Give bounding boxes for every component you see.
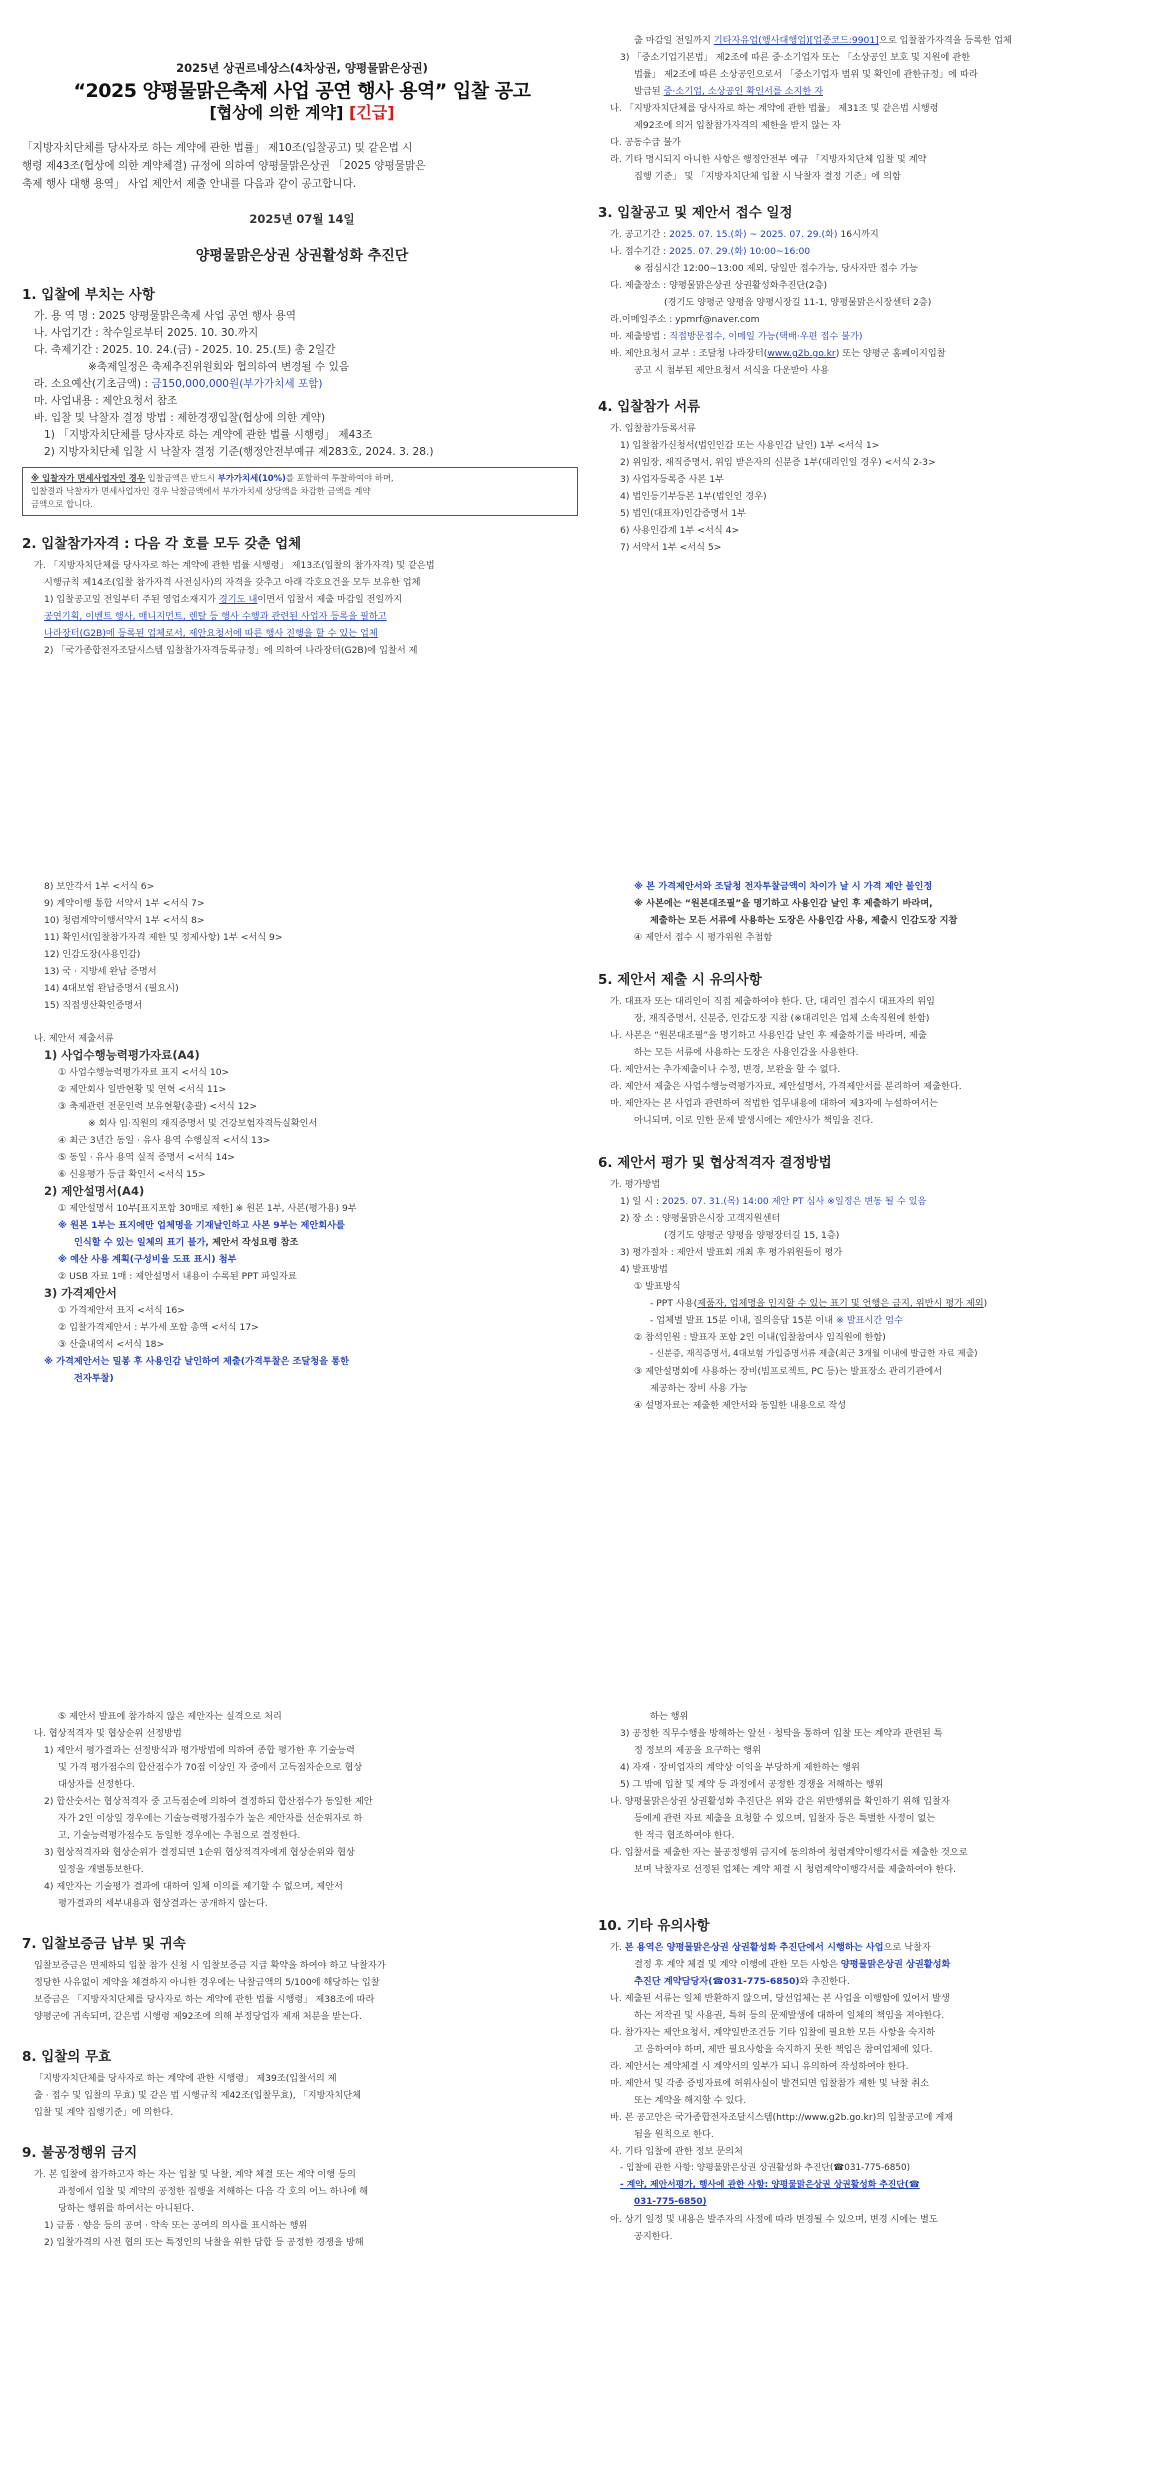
list-item: 15) 직접생산확인증명서: [44, 1000, 143, 1011]
s4-p2-line: ※ 원본 1부는 표지에만 업체명을 기재날인하고 사본 9부는 제안회사를: [58, 1220, 345, 1231]
s3-line: 나. 접수기간 : 2025. 07. 29.(화) 10:00~16:00: [610, 246, 811, 257]
s2-line: 1) 입찰공고일 전일부터 주된 영업소재지가 경기도 내이면서 입찰서 제출 마감일 전일까지: [44, 594, 403, 605]
intro-line: 행령 제43조(협상에 의한 계약체결) 규정에 의하여 양평물맑은상권 「2025 양평물맑은: [22, 160, 426, 172]
p3r-line: 정 정보의 제공을 요구하는 행위: [634, 1745, 762, 1756]
s4-p3-line: 전자투찰): [74, 1373, 114, 1384]
list-item: 9) 계약이행 통합 서약서 1부 <서식 7>: [44, 898, 205, 909]
s2-line: 나라장터(G2B)에 등록된 업체로서, 제안요청서에 따른 행사 진행을 할 수 있는 업체: [44, 628, 378, 639]
list-item: 7) 서약서 1부 <서식 5>: [620, 542, 722, 553]
s6-line: ① 발표방식: [634, 1281, 681, 1292]
s4-na: 나. 제안서 제출서류: [34, 1033, 114, 1044]
g2b-link[interactable]: www.g2b.go.kr: [767, 348, 836, 359]
s8-line: 출 · 접수 및 입찰의 무효) 및 같은 법 시행규칙 제42조(입찰무효), 「지방자치단체: [34, 2090, 361, 2101]
r1-line: 3) 「중소기업기본법」 제2조에 따른 중·소기업자 또는 「소상공인 보호 및 지원에 관한: [620, 52, 971, 63]
s10-line: 마. 제안서 및 각종 증빙자료에 허위사실이 발견되면 입찰참가 제한 및 낙찰 취소: [610, 2078, 930, 2089]
page3-left-column: [22, 1708, 582, 2468]
list-item: ⑥ 신용평가 등급 확인서 <서식 15>: [58, 1169, 206, 1180]
s4-p3-line: ② 입찰가격제안서 : 부가세 포함 총액 <서식 17>: [58, 1322, 259, 1333]
p3-line: 나. 협상적격자 및 협상순위 선정방법: [34, 1728, 182, 1739]
s1-line: 2) 지방자치단체 입찰 시 낙찰자 결정 기준(행정안전부예규 제283호, 2024. 3. 28.): [44, 446, 434, 458]
s10-line: 아. 상기 일정 및 내용은 발주자의 사정에 따라 변경될 수 있으며, 변경 시에는 별도: [610, 2214, 938, 2225]
p3-line: ⑤ 제안서 발표에 참가하지 않은 제안자는 실격으로 처리: [58, 1711, 282, 1722]
p3-line: 일정을 개별통보한다.: [58, 1864, 144, 1875]
page1-right-column: [598, 32, 1153, 832]
page3-right-column: [598, 1708, 1153, 2468]
s10-line: 공지한다.: [634, 2231, 673, 2242]
s5-line: 라. 제안서 제출은 사업수행능력평가자료, 제안설명서, 가격제안서를 분리하여 제출한다.: [610, 1081, 962, 1092]
r2-line: ④ 제안서 접수 시 평가위원 추첨함: [634, 932, 773, 943]
r1-line: 출 마감일 전일까지 기타자유업(행사대행업)[업종코드:9901]으로 입찰참가자격을 등록한 업체: [634, 35, 1012, 46]
p3r-line: 4) 자재 · 장비업자의 계약상 이익을 부당하게 제한하는 행위: [620, 1762, 860, 1773]
p3-line: 고, 기술능력평가점수도 동일한 경우에는 추첨으로 결정한다.: [58, 1830, 301, 1841]
p3r-line: 한 적극 협조하여야 한다.: [634, 1830, 735, 1841]
s4-p2: 2) 제안설명서(A4): [44, 1184, 145, 1198]
s10-line: 나. 제출된 서류는 일체 반환하지 않으며, 당선업체는 본 사업을 이행함에 있어서 발생: [610, 1993, 950, 2004]
contract-type: [협상에 의한 계약]: [209, 103, 344, 122]
list-item: 11) 확인서(입찰참가자격 제한 및 정제사항) 1부 <서식 9>: [44, 932, 283, 943]
p3-line: 대상자를 선정한다.: [58, 1779, 135, 1790]
note-line: 입찰결과 낙찰자가 면세사업자인 경우 낙찰금액에서 부가가치세 상당액을 차감한 금액을 계약: [31, 486, 371, 496]
s6-line: - PPT 사용(제품자, 업체명을 인지할 수 있는 표기 및 언행은 금지, 위반시 평가 제외): [650, 1298, 988, 1309]
s5-line: 하는 모든 서류에 사용하는 도장은 사용인감을 사용한다.: [634, 1047, 859, 1058]
section-9-title: 9. 불공정행위 금지: [22, 2145, 138, 2161]
list-item: 1) 입찰참가신청서(법인인감 또는 사용인감 날인) 1부 <서식 1>: [620, 440, 880, 451]
s10-line: - 계약, 제안서평가, 행사에 관한 사항: 양평물맑은상권 상권활성화 추진단(☎: [620, 2180, 920, 2190]
s10-line: 바. 본 공고안은 국가종합전자조달시스템(http://www.g2b.go.kr)의 입찰공고에 게재: [610, 2112, 954, 2123]
s8-line: 입찰 및 계약 집행기준」에 의한다.: [34, 2107, 174, 2118]
list-item: 10) 청렴계약이행서약서 1부 <서식 8>: [44, 915, 205, 926]
s1-line: 다. 축제기간 : 2025. 10. 24.(금) - 2025. 10. 25.(토) 총 2일간: [34, 344, 336, 356]
s4-subtitle: 가. 입찰참가등록서류: [610, 423, 696, 434]
s6-line: ④ 설명자료는 제출한 제안서와 동일한 내용으로 작성: [634, 1400, 847, 1411]
s4-p2-line: ※ 예산 사용 계획(구성비율 도표 표시) 첨부: [58, 1254, 237, 1265]
s2-line: 공연기획, 이벤트 행사, 매니지먼트, 렌탈 등 행사 수행과 관련된 사업자 등록을 필하고: [44, 611, 387, 622]
s3-line: 다. 제출장소 : 양평물맑은상권 상권활성화추진단(2층): [610, 280, 828, 291]
page2-left-column: [22, 878, 582, 1678]
s5-line: 나. 사본은 “원본대조필”을 명기하고 사용인감 날인 후 제출하기를 바라며, 제출: [610, 1030, 927, 1041]
p3r-line: 다. 입찰서를 제출한 자는 불공정행위 금지에 동의하여 청렴계약이행각서를 제출한 것으로: [610, 1847, 968, 1858]
r2-line: ※ 사본에는 “원본대조필”을 명기하고 사용인감 날인 후 제출하기 바라며,: [634, 898, 933, 909]
list-item: ⑤ 동일 · 유사 용역 실적 증명서 <서식 14>: [58, 1152, 235, 1163]
s4-p1: 1) 사업수행능력평가자료(A4): [44, 1048, 200, 1062]
s4-p3: 3) 가격제안서: [44, 1286, 117, 1300]
s7-line: 양평군에 귀속되며, 같은법 시행령 제92조에 의해 부정당업자 제재 처분을 받는다.: [34, 2011, 362, 2022]
list-item: 3) 사업자등록증 사본 1부: [620, 474, 724, 485]
s10-line: 가. 본 용역은 양평물맑은상권 상권활성화 추진단에서 시행하는 사업으로 낙찰자: [610, 1942, 931, 1953]
r1-line: 제92조에 의거 입찰참가자격의 제한을 받지 않는 자: [634, 120, 841, 131]
p3-line: 4) 제안자는 기술평가 결과에 대하여 일체 이의를 제기할 수 없으며, 제안서: [44, 1881, 343, 1892]
s10-line: 다. 참가자는 제안요청서, 계약일반조건등 기타 입찰에 필요한 모든 사항을 숙지하: [610, 2027, 936, 2038]
list-item: ② 제안회사 일반현황 및 연혁 <서식 11>: [58, 1084, 227, 1095]
s7-line: 보증금은 「지방자치단체를 당사자로 하는 계약에 관한 법률 시행령」 제38조에 따라: [34, 1994, 375, 2005]
page1-left-column: [22, 52, 582, 852]
s6-line: - 신분증, 재직증명서, 4대보험 가입증명서류 제출(최근 3개월 이내에 발급한 자료 제출): [650, 1349, 978, 1359]
s2-line: 시행규칙 제14조(입찰 참가자격 사전심사)의 자격을 갖추고 아래 각호요건을 모두 보유한 업체: [44, 577, 421, 588]
page2-right-column: [598, 878, 1153, 1678]
list-item: 13) 국 · 지방세 완납 증명서: [44, 966, 157, 977]
s10-line: 됨을 원칙으로 한다.: [634, 2129, 714, 2140]
r2-line: 제출하는 모든 서류에 사용하는 도장은 사용인감 사용, 제출시 인감도장 지참: [650, 915, 958, 926]
section-3-title: 3. 입찰공고 및 제안서 접수 일정: [598, 205, 793, 221]
s9-line: 당하는 행위를 하여서는 아니된다.: [58, 2203, 194, 2214]
list-item: ③ 축제관련 전문인력 보유현황(총괄) <서식 12>: [58, 1101, 258, 1112]
s8-line: 「지방자치단체를 당사자로 하는 계약에 관한 시행령」 제39조(입찰서의 제: [34, 2073, 337, 2084]
s6-line: 1) 일 시 : 2025. 07. 31.(목) 14:00 제안 PT 심사 ※일정은 변동 될 수 있음: [620, 1196, 927, 1207]
s1-budget: 라. 소요예산(기초금액) : 금150,000,000원(부가가치세 포함): [34, 378, 323, 390]
s4-p2-line: ② USB 자료 1매 : 제안설명서 내용이 수록된 PPT 파일자료: [58, 1271, 297, 1282]
s6-line: ③ 제안설명회에 사용하는 장비(빔프로젝트, PC 등)는 발표장소 관리기관에서: [634, 1366, 943, 1377]
r1-line: 다. 공동수급 불가: [610, 137, 681, 148]
r1-line: 법률」 제2조에 따른 소상공인으로서 「중소기업자 범위 및 확인에 관한규정」에 따라: [634, 69, 978, 80]
s4-p3-line: ③ 산출내역서 <서식 18>: [58, 1339, 165, 1350]
s10-line: - 입찰에 관한 사항: 양평물맑은상권 상권활성화 추진단(☎031-775-6850): [620, 2163, 911, 2173]
s3-line: (경기도 양평군 양평읍 양평시장길 11-1, 양평물맑은시장센터 2층): [664, 297, 932, 308]
s6-line: 제공하는 장비 사용 가능: [650, 1383, 748, 1394]
r1-line: 라. 기타 명시되지 아니한 사항은 행정안전부 예규 「지방자치단체 입찰 및 계약: [610, 154, 927, 165]
p3-line: 및 가격 평가점수의 합산점수가 70점 이상인 자 중에서 고득점자순으로 협상: [58, 1762, 363, 1773]
s1-line: 1) 「지방자치단체를 당사자로 하는 계약에 관한 법률 시행령」 제43조: [44, 429, 373, 441]
intro-paragraph: [22, 139, 582, 193]
p3-line: 2) 합산숫서는 협상적격자 중 고득점순에 의하여 결정하되 합산점수가 동일한 제안: [44, 1796, 373, 1807]
p3r-line: 5) 그 밖에 입찰 및 계약 등 과정에서 공정한 경쟁을 저해하는 행위: [620, 1779, 884, 1790]
section-6-title: 6. 제안서 평가 및 협상적격자 결정방법: [598, 1155, 832, 1171]
p3r-line: 나. 양평물맑은상권 상권활성화 추진단은 위와 같은 위반행위를 확인하기 위해 입찰자: [610, 1796, 950, 1807]
list-item: ④ 최근 3년간 동일 · 유사 용역 수행실적 <서식 13>: [58, 1135, 271, 1146]
notice-org: 양평물맑은상권 상권활성화 추진단: [195, 248, 409, 264]
p3-line: 평가결과의 세부내용과 협상결과는 공개하지 않는다.: [58, 1898, 268, 1909]
list-item: 14) 4대보험 완납증명서 (필요시): [44, 983, 179, 994]
note-line: 금액으로 합니다.: [31, 499, 93, 509]
s2-line: 가. 「지방자치단체를 당사자로 하는 계약에 관한 법률 시행령」 제13조(입찰의 참가자격) 및 같은법: [34, 560, 435, 571]
notice-date: 2025년 07월 14일: [249, 212, 355, 226]
notice-subtitle: [22, 104, 582, 121]
s5-line: 다. 제안서는 추가제출이나 수정, 변경, 보완을 할 수 없다.: [610, 1064, 841, 1075]
s4-p3-line: ① 가격제안서 표지 <서식 16>: [58, 1305, 185, 1316]
s4-items-list: [598, 437, 1153, 556]
s3-line: 마. 제출방법 : 직접방문접수, 이메일 가능(택배·우편 접수 불가): [610, 331, 863, 342]
s10-line: 라. 제안서는 계약체결 시 계약서의 일부가 되니 유의하여 작성하여야 한다.: [610, 2061, 909, 2072]
section-8-title: 8. 입찰의 무효: [22, 2049, 112, 2065]
p3-line: 3) 협상적격자와 협상순위가 결정되면 1순위 협상적격자에게 협상순위와 협상: [44, 1847, 355, 1858]
section-4-title: 4. 입찰참가 서류: [598, 399, 701, 415]
section-10-title: 10. 기타 유의사항: [598, 1918, 710, 1934]
s6-line: 2) 장 소 : 양평물맑은시장 고객지원센터: [620, 1213, 781, 1224]
s9-line: 가. 본 입찰에 참가하고자 하는 자는 입찰 및 낙찰, 계약 체결 또는 계약 이행 등의: [34, 2169, 356, 2180]
s4-p2-line: 인식할 수 있는 일체의 표기 불가, 제안서 작성요령 참조: [74, 1237, 299, 1248]
urgent-badge: [긴급]: [349, 103, 395, 122]
p3r-line: 3) 공정한 직무수행을 방해하는 알선 · 청탁을 통하여 입찰 또는 계약과 관련된 특: [620, 1728, 943, 1739]
list-item: ※ 회사 임·직원의 재직증명서 및 건강보험자격득실확인서: [88, 1118, 318, 1129]
s10-line: 추진단 계약담당자(☎031-775-6850)와 추진한다.: [634, 1976, 850, 1987]
notice-title: “2025 양평물맑은축제 사업 공연 행사 용역” 입찰 공고: [73, 80, 531, 102]
s6-line: 4) 발표방법: [620, 1264, 668, 1275]
list-item: 4) 법인등기부등본 1부(법인인 경우): [620, 491, 767, 502]
s6-line: 3) 평가절차 : 제안서 발표회 개최 후 평가위원들이 평가: [620, 1247, 843, 1258]
intro-line: 「지방자치단체를 당사자로 하는 계약에 관한 법률」 제10조(입찰공고) 및 같은법 시: [22, 142, 413, 154]
s10-line: 031-775-6850): [634, 2197, 707, 2207]
section-7-title: 7. 입찰보증금 납부 및 귀속: [22, 1936, 186, 1952]
s5-line: 마. 제안자는 본 사업과 관련하여 적법한 업무내용에 대하여 제3자에 누설하여서는: [610, 1098, 938, 1109]
intro-line: 축제 행사 대행 용역」 사업 제안서 제출 안내를 다음과 같이 공고합니다.: [22, 178, 357, 190]
s4-p3-line: ※ 가격제안서는 밀봉 후 사용인감 날인하여 제출(가격투찰은 조달청을 통한: [44, 1356, 349, 1367]
r1-line: 발급된 중·소기업, 소상공인 확인서를 소지한 자: [634, 86, 824, 97]
list-item: ① 사업수행능력평가자료 표지 <서식 10>: [58, 1067, 230, 1078]
s3-email: 라.이메일주소 : ypmrf@naver.com: [610, 314, 760, 325]
s10-line: 하는 저작권 및 사용권, 특허 등의 문제발생에 대하여 일체의 책임을 져야한다.: [634, 2010, 945, 2021]
r1-line: 집행 기준」 및 「지방자치단체 입찰 시 낙찰자 결정 기준」에 의함: [634, 171, 901, 182]
p3r-line: 등에게 관련 자료 제출을 요청할 수 있으며, 입찰자 등은 특별한 사정이 없는: [634, 1813, 936, 1824]
s1-line: 나. 사업기간 : 착수일로부터 2025. 10. 30.까지: [34, 327, 259, 339]
s10-line: 또는 계약을 해지할 수 있다.: [634, 2095, 747, 2106]
s5-line: 가. 대표자 또는 대리인이 직접 제출하여야 한다. 단, 대리인 접수시 대표자의 위임: [610, 996, 935, 1007]
p3-line: 자가 2인 이상일 경우에는 기술능력평가점수가 높은 제안자를 선순위자로 하: [58, 1813, 363, 1824]
note-line: ※ 입찰자가 면세사업자인 경우 입찰금액은 반드시 부가가치세(10%)를 포함하여 투찰하여야 하며,: [31, 473, 394, 483]
p3-line: 1) 제안서 평가결과는 선정방식과 평가방법에 의하여 종합 평가한 후 기술능력: [44, 1745, 355, 1756]
s5-line: 아니되며, 이로 인한 문제 발생시에는 제안사가 책임을 진다.: [634, 1115, 874, 1126]
s4-p1-list: [22, 1064, 582, 1183]
s10-line: 결정 후 계약 체결 및 계약 이행에 관한 모든 사항은 양평물맑은상권 상권활성화: [634, 1959, 951, 1970]
tax-exempt-note-box: [22, 467, 578, 516]
s3-line: 바. 제안요청서 교부 : 조달청 나라장터(www.g2b.go.kr) 또는 양평군 홈페이지입찰: [610, 348, 946, 359]
s3-line: 공고 시 첨부된 제안요청서 서식을 다운받아 사용: [634, 365, 830, 376]
section-1-title: 1. 입찰에 부치는 사항: [22, 287, 155, 303]
r2-line: ※ 본 가격제안서와 조달청 전자투찰금액이 차이가 날 시 가격 제안 불인정: [634, 881, 933, 892]
s4-p2-line: ① 제안설명서 10부[표지포함 30매로 제한] ※ 원본 1부, 사본(평가용) 9부: [58, 1203, 357, 1214]
s10-line: 고 응하여야 하며, 제반 필요사항을 숙지하지 못한 책임은 참여업체에 있다.: [634, 2044, 933, 2055]
s9-line: 1) 금품 · 향응 등의 공여 · 약속 또는 공여의 의사를 표시하는 행위: [44, 2220, 308, 2231]
s1-line: ※축제일정은 축제추진위원회와 협의하여 변경될 수 있음: [88, 361, 350, 373]
s1-line: 바. 입찰 및 낙찰자 결정 방법 : 제한경쟁입찰(협상에 의한 계약): [34, 412, 326, 424]
s9-line: 과정에서 입찰 및 계약의 공정한 집행을 저해하는 다음 각 호의 어느 하나에 해: [58, 2186, 369, 2197]
s6-line: (경기도 양평군 양평읍 양평장터길 15, 1층): [664, 1230, 840, 1241]
s7-line: 입찰보증금은 면제하되 입찰 참가 신청 시 입찰보증금 지급 확약을 하여야 하고 낙찰자가: [34, 1960, 386, 1971]
s4-items-list-cont: [22, 878, 582, 1014]
s7-line: 정당한 사유없이 계약을 체결하지 아니한 경우에는 낙찰금액의 5/100에 해당하는 입찰: [34, 1977, 380, 1988]
notice-pre-title: 2025년 상권르네상스(4차상권, 양평물맑은상권): [176, 61, 428, 75]
section-5-title: 5. 제안서 제출 시 유의사항: [598, 972, 762, 988]
s9-line: 2) 입찰가격의 사전 협의 또는 특정인의 낙찰을 위한 담합 등 공정한 경쟁을 방해: [44, 2237, 364, 2248]
r1-line: 나. 「지방자치단체를 당사자로 하는 계약에 관한 법률」 제31조 및 같은법 시행령: [610, 103, 939, 114]
s1-line: 마. 사업내용 : 제안요청서 참조: [34, 395, 178, 407]
list-item: 12) 인감도장(사용인감): [44, 949, 141, 960]
s1-line: 가. 용 역 명 : 2025 양평물맑은축제 사업 공연 행사 용역: [34, 310, 297, 322]
p3r-line: 보며 낙찰자로 선정된 업체는 계약 체결 시 청렴계약이행각서를 제출하여야 한다.: [634, 1864, 957, 1875]
p3r-line: 하는 행위: [650, 1711, 689, 1722]
s5-line: 장, 재직증명서, 신분증, 인감도장 지참 (※대리인은 업체 소속직원에 한함): [634, 1013, 930, 1024]
s3-line: ※ 점심시간 12:00~13:00 제외, 당일만 접수가능, 당사자만 접수 가능: [634, 263, 918, 274]
s6-line: 가. 평가방법: [610, 1179, 661, 1190]
section-2-title: 2. 입찰참가자격 : 다음 각 호를 모두 갖춘 업체: [22, 536, 302, 552]
s3-line: 가. 공고기간 : 2025. 07. 15.(화) ~ 2025. 07. 29.(화) 16시까지: [610, 229, 879, 240]
s2-line: 2) 「국가종합전자조달시스템 입찰참가자격등록규정」에 의하여 나라장터(G2B)에 입찰서 제: [44, 645, 418, 656]
s6-line: ② 참석인원 : 발표자 포함 2인 이내(입찰참여사 임직원에 한함): [634, 1332, 886, 1343]
list-item: 8) 보안각서 1부 <서식 6>: [44, 881, 155, 892]
s10-line: 사. 기타 입찰에 관한 정보 문의처: [610, 2146, 743, 2157]
list-item: 6) 사용인감계 1부 <서식 4>: [620, 525, 740, 536]
list-item: 2) 위임장, 재직증명서, 위임 받은자의 신분증 1부(대리인일 경우) <서식 2-3>: [620, 457, 936, 468]
s6-line: - 업체별 발표 15분 이내, 질의응답 15분 이내 ※ 발표시간 엄수: [650, 1315, 903, 1326]
list-item: 5) 법인(대표자)인감증명서 1부: [620, 508, 746, 519]
